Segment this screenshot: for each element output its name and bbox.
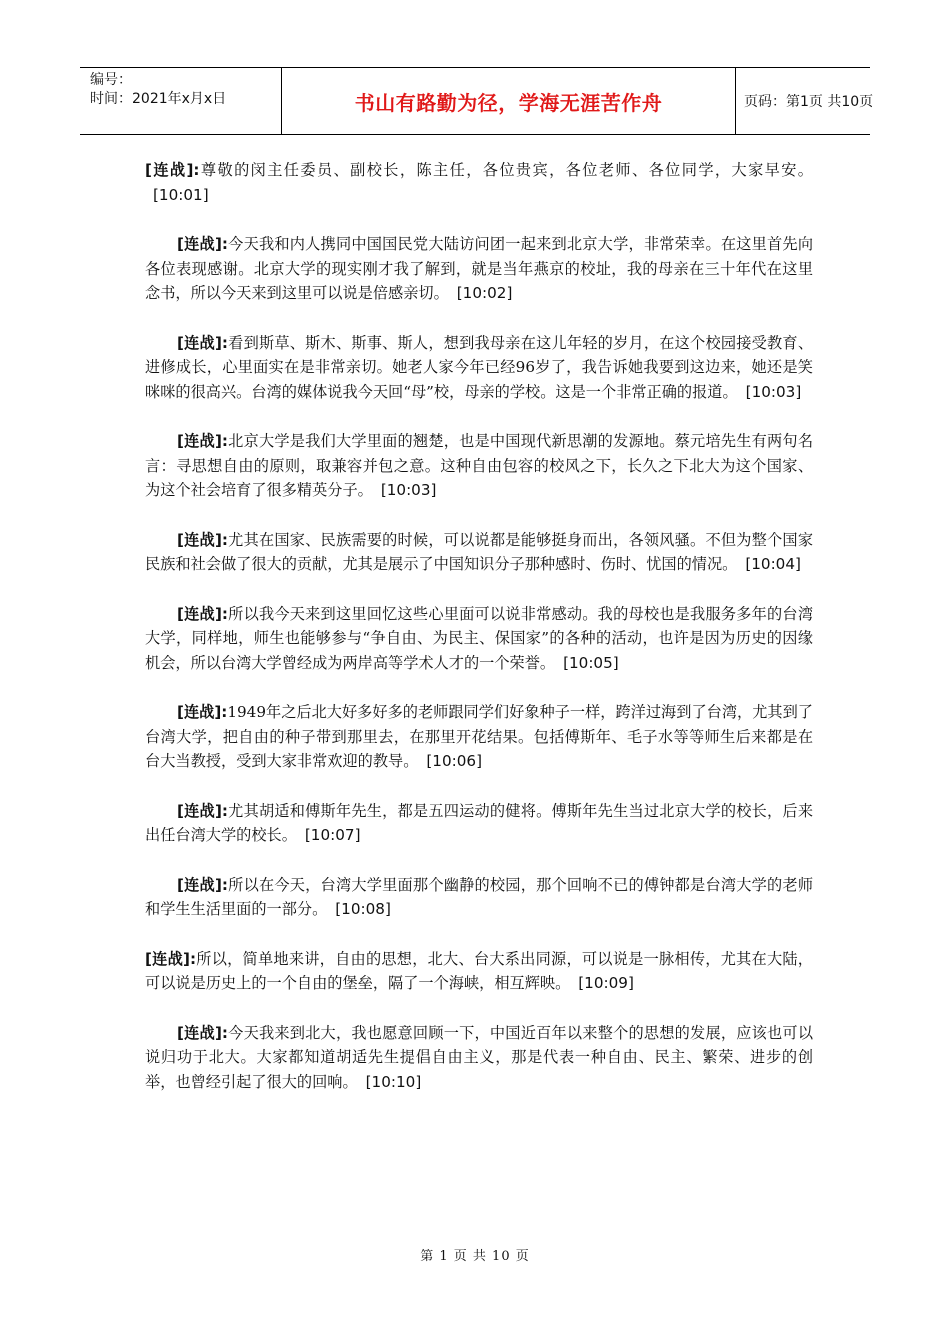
header-page-info: 页码：第1页 共10页 xyxy=(744,94,874,110)
speaker-label: [连战]: xyxy=(177,530,228,549)
paragraph-text: 今天我来到北大，我也愿意回顾一下，中国近百年以来整个的思想的发展，应该也可以说归功于北大。大家都知道胡适先生提倡自由主义，那是代表一种自由、民主、繁荣、进步的创举，也曾经引起了很大的回响。 xyxy=(145,1023,814,1091)
paragraph-text: 尤其胡适和傅斯年先生，都是五四运动的健将。傅斯年先生当过北京大学的校长，后来出任台湾大学的校长。 xyxy=(145,801,814,844)
paragraph xyxy=(145,602,813,676)
speaker-label: [连战]: xyxy=(177,875,228,894)
paragraph-text: 尊敬的闵主任委员、副校长，陈主任，各位贵宾，各位老师、各位同学，大家早安。 xyxy=(199,161,813,179)
speaker-label: [连战]: xyxy=(145,161,200,179)
timestamp: [10:01] xyxy=(153,185,209,204)
paragraph xyxy=(145,873,813,922)
timestamp: [10:07] xyxy=(304,826,361,844)
paragraph-text: 北京大学是我们大学里面的翘楚，也是中国现代新思潮的发源地。蔡元培先生有两句名言：寻思想自由的原则，取兼容并包之意。这种自由包容的校风之下，长久之下北大为这个国家、为这个社会培育了很多精英分子。 xyxy=(145,432,814,499)
paragraph-text: 今天我和内人携同中国国民党大陆访问团一起来到北京大学，非常荣幸。在这里首先向各位表现感谢。北京大学的现实刚才我了解到，就是当年燕京的校址，我的母亲在三十年代在这里念书，所以今天来到这里可以说是倍感亲切。 xyxy=(145,235,814,302)
paragraph-text: 尤其在国家、民族需要的时候，可以说都是能够挺身而出，各领风骚。不但为整个国家民族和社会做了很大的贡献，尤其是展示了中国知识分子那种感时、伤时、忧国的情况。 xyxy=(145,530,814,573)
paragraph xyxy=(145,1021,813,1095)
page-footer: 第 1 页 共 10 页 xyxy=(420,1249,530,1264)
document-time-label: 时间：2021年x月x日 xyxy=(90,91,227,107)
paragraph xyxy=(145,232,813,306)
paragraph-text: 所以在今天，台湾大学里面那个幽静的校园，那个回响不已的傅钟都是台湾大学的老师和学生生活里面的一部分。 xyxy=(145,875,814,918)
paragraph-text: 1949年之后北大好多好多的老师跟同学们好象种子一样，跨洋过海到了台湾，尤其到了台湾大学，把自由的种子带到那里去，在那里开花结果。包括傅斯年、毛子水等等师生后来都是在台大当教授，受到大家非常欢迎的教导。 xyxy=(145,703,813,770)
paragraph-text: 所以我今天来到这里回忆这些心里面可以说非常感动。我的母校也是我服务多年的台湾大学，同样地，师生也能够参与“争自由、为民主、保国家”的各种的活动，也许是因为历史的因缘机会，所以台湾大学曾经成为两岸高等学术人才的一个荣誉。 xyxy=(145,604,814,672)
timestamp: [10:06] xyxy=(426,752,482,770)
speaker-label: [连战]: xyxy=(177,333,228,352)
header-motto: 书山有路勤为径，学海无涯苦作舟 xyxy=(282,68,736,134)
timestamp: [10:03] xyxy=(745,382,802,401)
speech-transcript xyxy=(145,158,813,1119)
paragraph xyxy=(145,799,813,848)
paragraph xyxy=(145,429,813,503)
paragraph xyxy=(145,528,813,577)
speaker-label: [连战]: xyxy=(177,801,228,820)
speaker-label: [连战]: xyxy=(177,1023,228,1042)
paragraph xyxy=(145,700,813,774)
timestamp: [10:08] xyxy=(335,900,391,918)
timestamp: [10:10] xyxy=(365,1072,422,1091)
paragraph-text: 所以，简单地来讲，自由的思想，北大、台大系出同源，可以说是一脉相传，尤其在大陆，可以说是历史上的一个自由的堡垒，隔了一个海峡，相互辉映。 xyxy=(145,949,813,992)
speaker-label: [连战]: xyxy=(177,235,228,253)
timestamp: [10:04] xyxy=(745,555,801,573)
page-header xyxy=(80,67,874,135)
timestamp: [10:03] xyxy=(380,481,437,499)
paragraph xyxy=(145,158,813,207)
paragraph-text: 看到斯草、斯木、斯事、斯人，想到我母亲在这儿年轻的岁月，在这个校园接受教育、进修成长，心里面实在是非常亲切。她老人家今年已经96岁了，我告诉她我要到这边来，她还是笑咪咪的很高兴。台湾的媒体说我今天回“母”校，母亲的学校。这是一个非常正确的报道。 xyxy=(145,333,814,401)
speaker-label: [连战]: xyxy=(177,432,228,450)
paragraph xyxy=(145,331,813,405)
paragraph xyxy=(145,947,813,996)
document-number-label: 编号： xyxy=(90,72,132,88)
timestamp: [10:09] xyxy=(578,974,634,992)
header-meta xyxy=(80,68,282,134)
timestamp: [10:05] xyxy=(563,653,619,672)
speaker-label: [连战]: xyxy=(145,949,197,968)
timestamp: [10:02] xyxy=(456,284,513,302)
speaker-label: [连战]: xyxy=(177,703,228,721)
speaker-label: [连战]: xyxy=(177,604,228,623)
